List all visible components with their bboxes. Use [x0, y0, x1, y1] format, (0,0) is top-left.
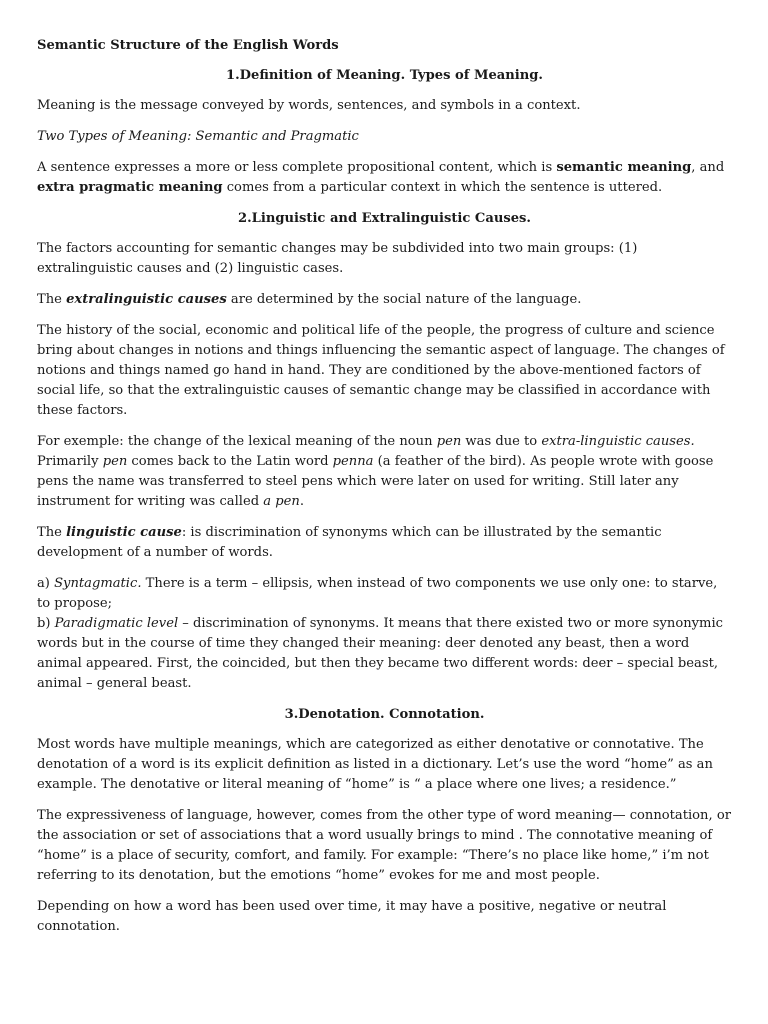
paragraph-factors: The factors accounting for semantic changes may be subdivided into two main groups: (1) extralinguistic causes and (2) linguistic cases.	[37, 241, 638, 276]
section-heading-denotation: 3.Denotation. Connotation.	[284, 707, 485, 722]
list-item-syntagmatic: a) Syntagmatic. There is a term – ellipsis, when instead of two components we use only one: to starve, to propose;	[37, 576, 718, 611]
paragraph-sentence-expresses: A sentence expresses a more or less complete propositional content, which is semantic meaning, and extra pragmatic meaning comes from a particular context in which the sentence is uttered.	[37, 160, 725, 195]
paragraph-pen-example: For exemple: the change of the lexical meaning of the noun pen was due to extra-linguistic causes. Primarily pen comes back to the Latin word penna (a feather of the bird). As people wrote with goose pens the name was transferred to steel pens which were later on used for writing. Still later any instrument for writing was called a pen.	[37, 434, 714, 509]
term-extralinguistic-causes: extralinguistic causes	[66, 292, 227, 307]
term-semantic-meaning: semantic meaning	[556, 160, 692, 175]
list-item-paradigmatic: b) Paradigmatic level – discrimination of synonyms. It means that there existed two or more synonymic words but in the course of time they changed their meaning: deer denoted any beast, then a word animal appeared. First, the coincided, but then they became two different words: deer – special beast, animal – general beast.	[37, 616, 723, 691]
section-heading-definition: 1.Definition of Meaning. Types of Meaning.	[225, 68, 543, 83]
section-heading-causes: 2.Linguistic and Extralinguistic Causes.	[238, 211, 531, 226]
paragraph-multiple-meanings: Most words have multiple meanings, which are categorized as either denotative or connotative. The denotation of a word is its explicit definition as listed in a dictionary. Let’s use the word “home” as an example. The denotative or literal meaning of “home” is “ a place where one lives; a residence.”	[37, 737, 713, 792]
paragraph-history: The history of the social, economic and political life of the people, the progress of culture and science bring about changes in notions and things influencing the semantic aspect of language. The changes of notions and things named go hand in hand. They are conditioned by the above-mentioned factors of social life, so that the extralinguistic causes of semantic change may be classified in accordance with these factors.	[37, 323, 725, 418]
term-linguistic-cause: linguistic cause	[66, 525, 182, 540]
paragraph-extralinguistic-causes: The extralinguistic causes are determined by the social nature of the language.	[37, 292, 582, 307]
subheading-two-types: Two Types of Meaning: Semantic and Pragmatic	[37, 129, 359, 144]
paragraph-connotation-over-time: Depending on how a word has been used over time, it may have a positive, negative or neutral connotation.	[37, 899, 667, 934]
paragraph-expressiveness: The expressiveness of language, however, comes from the other type of word meaning— connotation, or the association or set of associations that a word usually brings to mind . The connotative meaning of “home” is a place of security, comfort, and family. For example: “There’s no place like home,” i’m not referring to its denotation, but the emotions “home” evokes for me and most people.	[37, 808, 731, 883]
term-extra-pragmatic-meaning: extra pragmatic meaning	[37, 180, 223, 195]
paragraph-linguistic-cause: The linguistic cause: is discrimination of synonyms which can be illustrated by the semantic development of a number of words.	[37, 525, 662, 560]
paragraph-meaning-definition: Meaning is the message conveyed by words, sentences, and symbols in a context.	[37, 98, 581, 113]
document-title: Semantic Structure of the English Words	[37, 38, 339, 53]
